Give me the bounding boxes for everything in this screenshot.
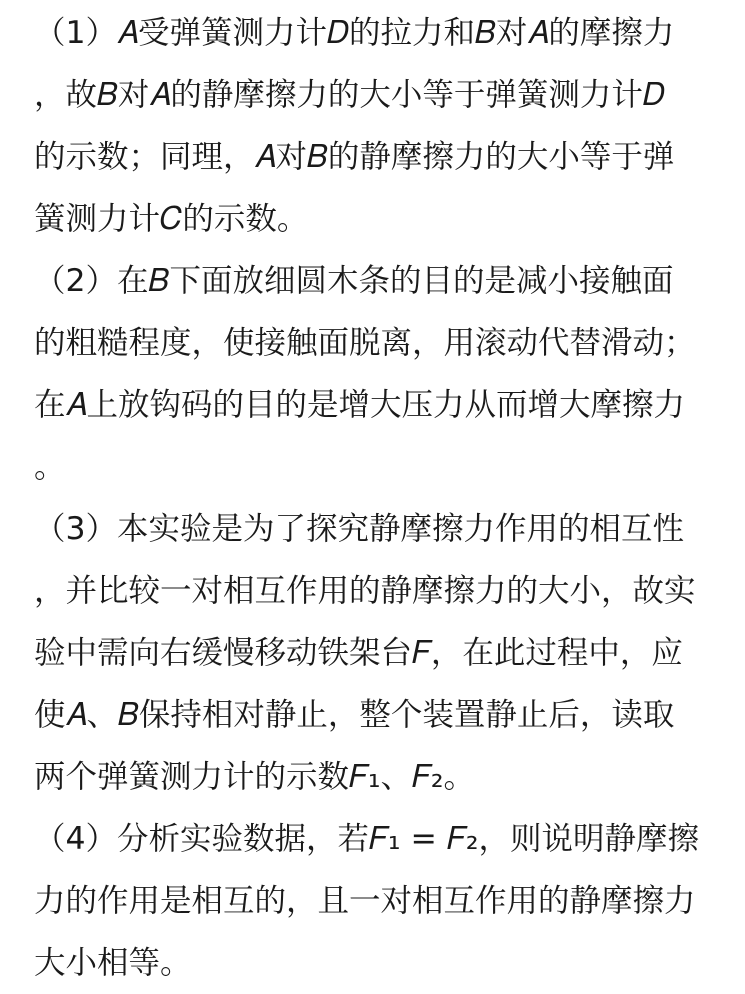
text-line: ，并比较一对相互作用的静摩擦力的大小，故实	[34, 573, 696, 609]
text-line: 的示数；同理，𝐴对𝐵的静摩擦力的大小等于弹	[34, 139, 675, 175]
text-line: ，故𝐵对𝐴的静摩擦力的大小等于弹簧测力计𝐷	[34, 77, 665, 113]
text-line: （2）在𝐵下面放细圆木条的目的是减小接触面	[34, 263, 674, 299]
text-line: （1）𝐴受弹簧测力计𝐷的拉力和𝐵对𝐴的摩擦力	[34, 15, 675, 51]
text-line: 大小相等。	[34, 945, 192, 981]
text-line: 两个弹簧测力计的示数𝐹₁、𝐹₂。	[34, 759, 475, 795]
text-line: 的粗糙程度，使接触面脱离，用滚动代替滑动；	[34, 325, 696, 361]
text-line: 在𝐴上放钩码的目的是增大压力从而增大摩擦力	[34, 387, 685, 423]
text-line: 使𝐴、𝐵保持相对静止，整个装置静止后，读取	[34, 697, 675, 733]
text-line: （4）分析实验数据，若𝐹₁ = 𝐹₂，则说明静摩擦	[34, 821, 699, 857]
text-line: 力的作用是相互的，且一对相互作用的静摩擦力	[34, 883, 696, 919]
text-line: 簧测力计𝐶的示数。	[34, 201, 309, 237]
text-line: （3）本实验是为了探究静摩擦力作用的相互性	[34, 511, 685, 547]
text-line: 验中需向右缓慢移动铁架台𝐹，在此过程中，应	[34, 635, 683, 671]
text-line: 。	[34, 449, 66, 485]
